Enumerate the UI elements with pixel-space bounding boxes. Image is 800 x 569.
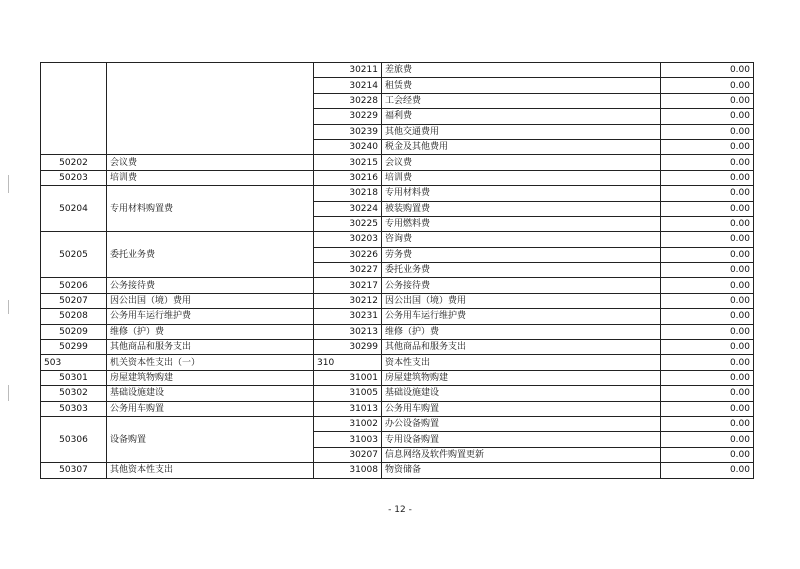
econ-name-cell: 其他资本性支出 bbox=[107, 463, 314, 478]
gov-code-cell: 30226 bbox=[314, 247, 382, 262]
econ-code-cell: 50205 bbox=[41, 232, 107, 278]
amount-cell: 0.00 bbox=[661, 340, 754, 355]
gov-name-cell: 差旅费 bbox=[382, 63, 661, 78]
econ-name-cell: 公务用车购置 bbox=[107, 401, 314, 416]
gov-code-cell: 30203 bbox=[314, 232, 382, 247]
budget-table bbox=[40, 62, 754, 479]
gov-name-cell: 税金及其他费用 bbox=[382, 139, 661, 154]
amount-cell: 0.00 bbox=[661, 386, 754, 401]
gov-name-cell: 办公设备购置 bbox=[382, 416, 661, 431]
gov-code-cell: 30240 bbox=[314, 139, 382, 154]
gov-code-cell: 30214 bbox=[314, 78, 382, 93]
page-number: - 12 - bbox=[388, 505, 412, 515]
scan-margin-mark bbox=[8, 300, 9, 314]
table-row bbox=[41, 63, 754, 78]
gov-name-cell: 其他交通费用 bbox=[382, 124, 661, 139]
gov-code-cell: 30218 bbox=[314, 186, 382, 201]
table-row bbox=[41, 293, 754, 308]
amount-cell: 0.00 bbox=[661, 416, 754, 431]
amount-cell: 0.00 bbox=[661, 309, 754, 324]
gov-code-cell: 31001 bbox=[314, 370, 382, 385]
gov-name-cell: 公务用车购置 bbox=[382, 401, 661, 416]
amount-cell: 0.00 bbox=[661, 78, 754, 93]
gov-name-cell: 专用燃料费 bbox=[382, 216, 661, 231]
amount-cell: 0.00 bbox=[661, 263, 754, 278]
econ-name-cell: 会议费 bbox=[107, 155, 314, 170]
gov-name-cell: 因公出国（境）费用 bbox=[382, 293, 661, 308]
amount-cell: 0.00 bbox=[661, 186, 754, 201]
gov-name-cell: 咨询费 bbox=[382, 232, 661, 247]
econ-code-cell: 50306 bbox=[41, 416, 107, 462]
gov-name-cell: 会议费 bbox=[382, 155, 661, 170]
gov-code-cell: 30225 bbox=[314, 216, 382, 231]
gov-name-cell: 被装购置费 bbox=[382, 201, 661, 216]
gov-code-cell: 30299 bbox=[314, 340, 382, 355]
table-row bbox=[41, 278, 754, 293]
econ-code-cell: 50303 bbox=[41, 401, 107, 416]
gov-code-cell: 30216 bbox=[314, 170, 382, 185]
amount-cell: 0.00 bbox=[661, 324, 754, 339]
scan-margin-mark bbox=[8, 175, 9, 193]
gov-name-cell: 公务接待费 bbox=[382, 278, 661, 293]
econ-code-cell: 50206 bbox=[41, 278, 107, 293]
gov-name-cell: 基础设施建设 bbox=[382, 386, 661, 401]
gov-code-cell: 30231 bbox=[314, 309, 382, 324]
amount-cell: 0.00 bbox=[661, 63, 754, 78]
gov-code-cell: 30228 bbox=[314, 93, 382, 108]
econ-name-cell: 维修（护）费 bbox=[107, 324, 314, 339]
econ-name-cell: 专用材料购置费 bbox=[107, 186, 314, 232]
gov-code-cell: 30215 bbox=[314, 155, 382, 170]
table-row bbox=[41, 232, 754, 247]
econ-code-cell bbox=[41, 63, 107, 155]
gov-code-cell: 30213 bbox=[314, 324, 382, 339]
amount-cell: 0.00 bbox=[661, 93, 754, 108]
table-row bbox=[41, 386, 754, 401]
gov-name-cell: 公务用车运行维护费 bbox=[382, 309, 661, 324]
gov-name-cell: 专用材料费 bbox=[382, 186, 661, 201]
gov-name-cell: 福利费 bbox=[382, 109, 661, 124]
gov-code-cell: 30211 bbox=[314, 63, 382, 78]
econ-code-cell: 50203 bbox=[41, 170, 107, 185]
gov-code-cell: 31005 bbox=[314, 386, 382, 401]
econ-code-cell: 50202 bbox=[41, 155, 107, 170]
econ-code-cell: 50307 bbox=[41, 463, 107, 478]
amount-cell: 0.00 bbox=[661, 170, 754, 185]
gov-code-cell: 31002 bbox=[314, 416, 382, 431]
econ-code-cell: 503 bbox=[41, 355, 107, 370]
table-row bbox=[41, 155, 754, 170]
scan-margin-mark bbox=[8, 385, 9, 401]
table-row bbox=[41, 309, 754, 324]
table-row bbox=[41, 355, 754, 370]
amount-cell: 0.00 bbox=[661, 401, 754, 416]
gov-code-cell: 310 bbox=[314, 355, 382, 370]
amount-cell: 0.00 bbox=[661, 232, 754, 247]
gov-name-cell: 物资储备 bbox=[382, 463, 661, 478]
amount-cell: 0.00 bbox=[661, 447, 754, 462]
gov-code-cell: 30239 bbox=[314, 124, 382, 139]
econ-code-cell: 50209 bbox=[41, 324, 107, 339]
gov-name-cell: 租赁费 bbox=[382, 78, 661, 93]
table-row bbox=[41, 416, 754, 431]
econ-name-cell: 公务接待费 bbox=[107, 278, 314, 293]
table-row bbox=[41, 186, 754, 201]
table-row bbox=[41, 370, 754, 385]
gov-code-cell: 30227 bbox=[314, 263, 382, 278]
table-row bbox=[41, 340, 754, 355]
gov-code-cell: 31008 bbox=[314, 463, 382, 478]
amount-cell: 0.00 bbox=[661, 216, 754, 231]
gov-name-cell: 工会经费 bbox=[382, 93, 661, 108]
amount-cell: 0.00 bbox=[661, 124, 754, 139]
econ-code-cell: 50204 bbox=[41, 186, 107, 232]
table-row bbox=[41, 463, 754, 478]
amount-cell: 0.00 bbox=[661, 463, 754, 478]
gov-code-cell: 31003 bbox=[314, 432, 382, 447]
amount-cell: 0.00 bbox=[661, 370, 754, 385]
gov-name-cell: 信息网络及软件购置更新 bbox=[382, 447, 661, 462]
amount-cell: 0.00 bbox=[661, 139, 754, 154]
gov-name-cell: 房屋建筑物购建 bbox=[382, 370, 661, 385]
econ-name-cell: 设备购置 bbox=[107, 416, 314, 462]
econ-code-cell: 50207 bbox=[41, 293, 107, 308]
econ-code-cell: 50208 bbox=[41, 309, 107, 324]
gov-name-cell: 其他商品和服务支出 bbox=[382, 340, 661, 355]
amount-cell: 0.00 bbox=[661, 432, 754, 447]
econ-name-cell bbox=[107, 63, 314, 155]
gov-name-cell: 资本性支出 bbox=[382, 355, 661, 370]
amount-cell: 0.00 bbox=[661, 247, 754, 262]
gov-code-cell: 30217 bbox=[314, 278, 382, 293]
gov-code-cell: 30207 bbox=[314, 447, 382, 462]
econ-name-cell: 公务用车运行维护费 bbox=[107, 309, 314, 324]
gov-name-cell: 专用设备购置 bbox=[382, 432, 661, 447]
gov-name-cell: 委托业务费 bbox=[382, 263, 661, 278]
econ-name-cell: 机关资本性支出（一） bbox=[107, 355, 314, 370]
gov-code-cell: 31013 bbox=[314, 401, 382, 416]
gov-name-cell: 劳务费 bbox=[382, 247, 661, 262]
gov-name-cell: 培训费 bbox=[382, 170, 661, 185]
econ-name-cell: 其他商品和服务支出 bbox=[107, 340, 314, 355]
econ-name-cell: 基础设施建设 bbox=[107, 386, 314, 401]
amount-cell: 0.00 bbox=[661, 109, 754, 124]
econ-name-cell: 培训费 bbox=[107, 170, 314, 185]
amount-cell: 0.00 bbox=[661, 293, 754, 308]
gov-name-cell: 维修（护）费 bbox=[382, 324, 661, 339]
econ-code-cell: 50302 bbox=[41, 386, 107, 401]
table-row bbox=[41, 324, 754, 339]
gov-code-cell: 30224 bbox=[314, 201, 382, 216]
amount-cell: 0.00 bbox=[661, 278, 754, 293]
econ-name-cell: 委托业务费 bbox=[107, 232, 314, 278]
econ-name-cell: 房屋建筑物购建 bbox=[107, 370, 314, 385]
amount-cell: 0.00 bbox=[661, 201, 754, 216]
econ-code-cell: 50299 bbox=[41, 340, 107, 355]
table-row bbox=[41, 401, 754, 416]
amount-cell: 0.00 bbox=[661, 155, 754, 170]
econ-name-cell: 因公出国（境）费用 bbox=[107, 293, 314, 308]
gov-code-cell: 30212 bbox=[314, 293, 382, 308]
amount-cell: 0.00 bbox=[661, 355, 754, 370]
econ-code-cell: 50301 bbox=[41, 370, 107, 385]
gov-code-cell: 30229 bbox=[314, 109, 382, 124]
table-row bbox=[41, 170, 754, 185]
